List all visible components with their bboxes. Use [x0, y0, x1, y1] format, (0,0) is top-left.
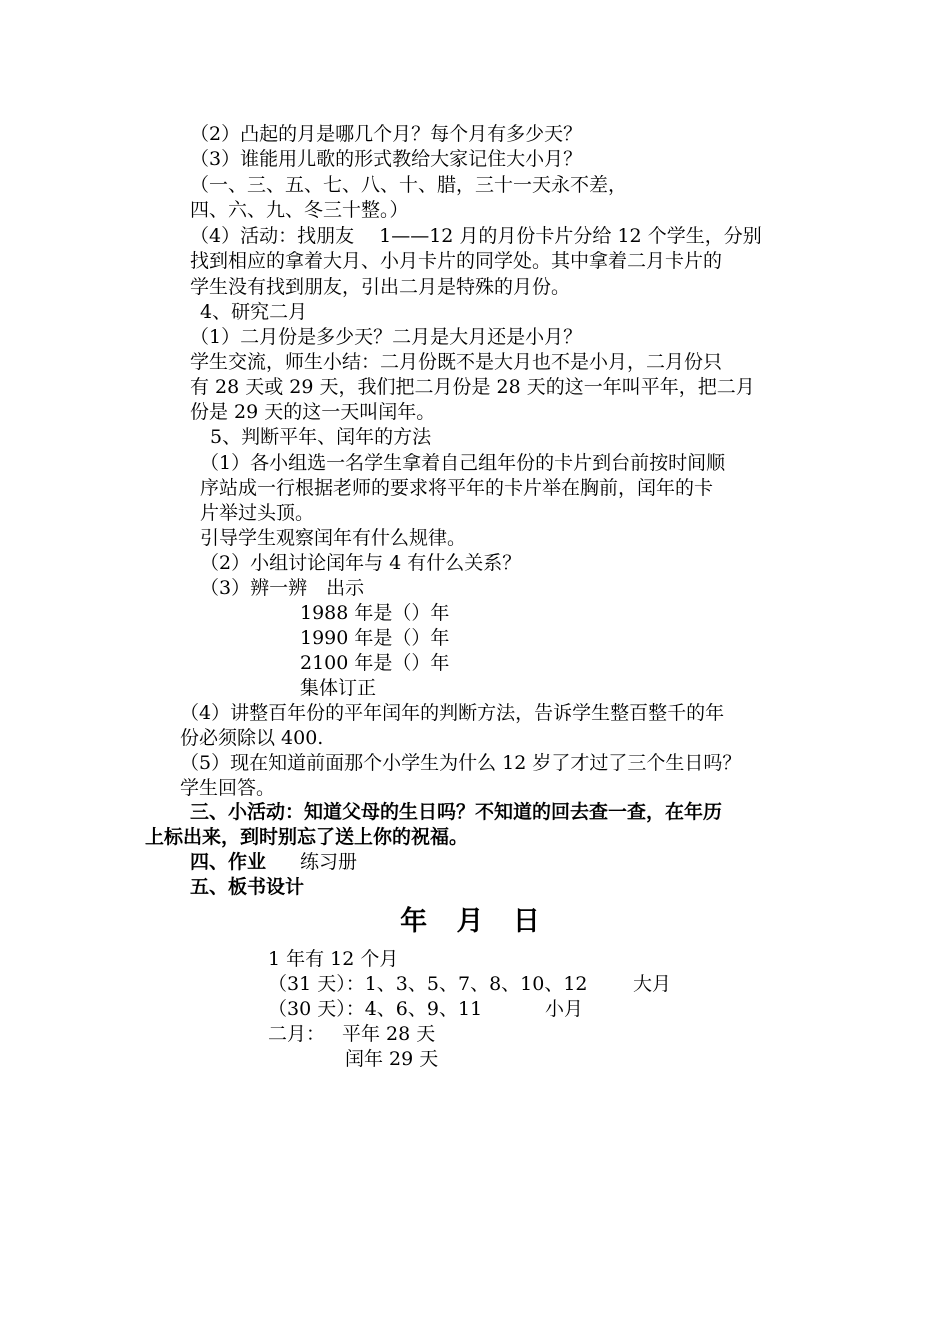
section-heading: 4、研究二月: [200, 301, 308, 323]
text-line: 引导学生观察闰年有什么规律。: [200, 527, 467, 549]
text-line: （1）各小组选一名学生拿着自己组年份的卡片到台前按时间顺: [200, 452, 726, 474]
section-heading-board: 五、板书设计: [190, 876, 305, 898]
text-line: 序站成一行根据老师的要求将平年的卡片举在胸前，闰年的卡: [200, 477, 714, 499]
board-label: 大月: [633, 973, 672, 995]
text-line: 有 28 天或 29 天，我们把二月份是 28 天的这一年叫平年，把二月: [190, 376, 755, 398]
text-line: 找到相应的拿着大月、小月卡片的同学处。其中拿着二月卡片的: [190, 250, 723, 272]
text-line: （1）二月份是多少天？二月是大月还是小月？: [190, 326, 583, 348]
text-line: 份是 29 天的这一天叫闰年。: [190, 401, 436, 423]
section-heading: 5、判断平年、闰年的方法: [210, 426, 432, 448]
board-line: 1 年有 12 个月: [268, 948, 399, 970]
text-line: （3）谁能用儿歌的形式教给大家记住大小月？: [190, 148, 583, 170]
section-heading-activity: 三、小活动：知道父母的生日吗？不知道的回去查一查，在年历: [190, 801, 723, 823]
board-line: 闰年 29 天: [345, 1048, 439, 1070]
homework-text: 练习册: [300, 851, 358, 873]
section-heading-activity-cont: 上标出来，到时别忘了送上你的祝福。: [145, 826, 469, 848]
text-line: （4）活动：找朋友 1——12 月的月份卡片分给 12 个学生，分别: [190, 225, 762, 247]
board-line: 平年 28 天: [342, 1023, 436, 1045]
text-line: 份必须除以 400.: [180, 727, 324, 749]
exercise-item: 2100 年是（）年: [300, 652, 450, 674]
board-line: 二月：: [268, 1023, 326, 1045]
text-line: （4）讲整百年份的平年闰年的判断方法，告诉学生整百整千的年: [180, 702, 725, 724]
text-line: （2）小组讨论闰年与 4 有什么关系？: [200, 552, 522, 574]
text-line: 片举过头顶。: [200, 502, 315, 524]
board-label: 小月: [545, 998, 584, 1020]
text-line: 学生回答。: [180, 777, 276, 799]
text-line: 学生交流，师生小结：二月份既不是大月也不是小月，二月份只: [190, 351, 723, 373]
text-line: （一、三、五、七、八、十、腊，三十一天永不差，: [190, 174, 628, 196]
section-heading-homework: 四、作业: [190, 851, 267, 873]
text-line: （5）现在知道前面那个小学生为什么 12 岁了才过了三个生日吗？: [180, 752, 742, 774]
text-line: 学生没有找到朋友，引出二月是特殊的月份。: [190, 276, 571, 298]
exercise-item: 1990 年是（）年: [300, 627, 450, 649]
text-line: （3）辨一辨 出示: [200, 577, 365, 599]
text-line: （2）凸起的月是哪几个月？每个月有多少天？: [190, 123, 583, 145]
board-line: （30 天）：4、6、9、11: [268, 998, 483, 1020]
exercise-item: 1988 年是（）年: [300, 602, 450, 624]
text-line: 四、六、九、冬三十整。）: [190, 199, 409, 221]
board-title: 年 月 日: [400, 906, 550, 937]
text-line: 集体订正: [300, 677, 377, 699]
board-line: （31 天）：1、3、5、7、8、10、12: [268, 973, 588, 995]
